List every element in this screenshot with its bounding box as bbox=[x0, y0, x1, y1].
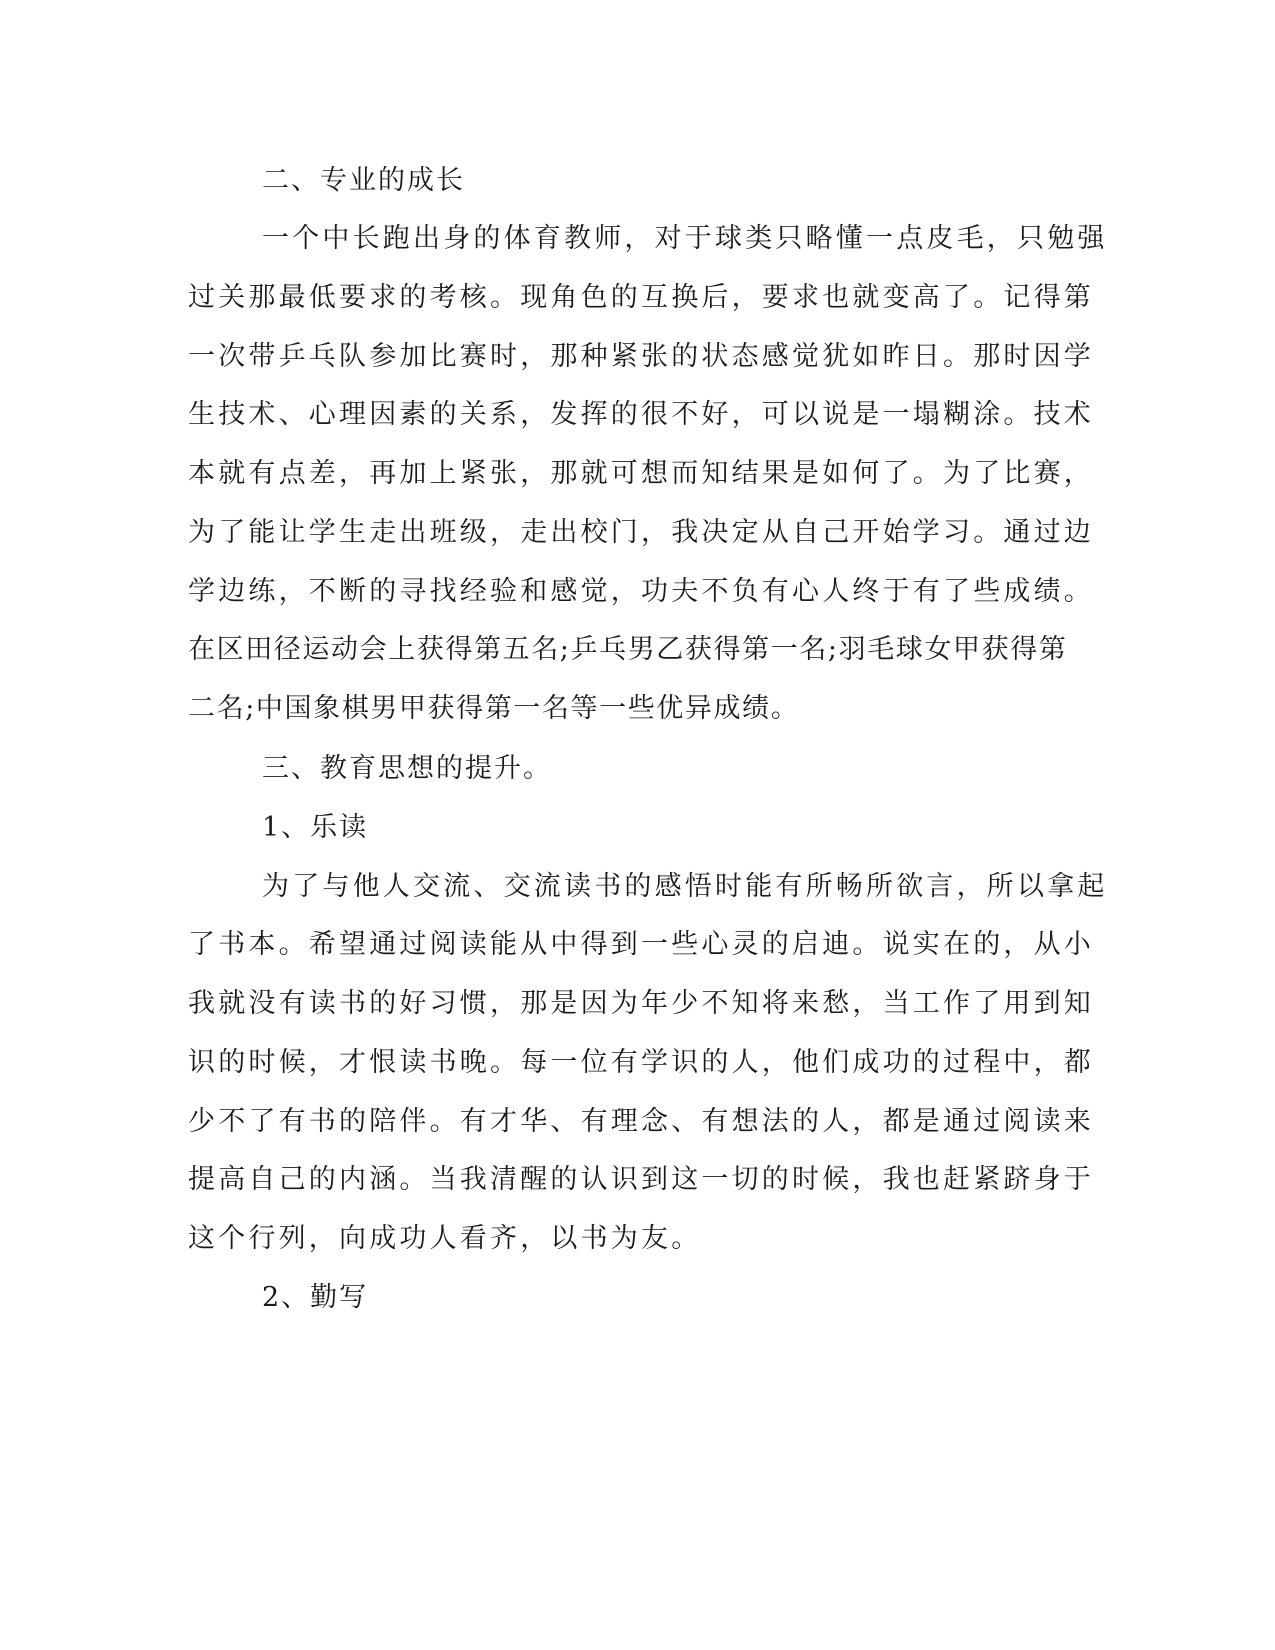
paragraph-line: 这个行列，向成功人看齐，以书为友。 bbox=[188, 1223, 702, 1254]
section-heading: 三、教育思想的提升。 bbox=[262, 753, 552, 784]
section-heading: 二、专业的成长 bbox=[262, 165, 465, 196]
paragraph-line: 一次带乒乓队参加比赛时，那种紧张的状态感觉犹如昨日。那时因学 bbox=[188, 341, 1094, 372]
paragraph-line: 提高自己的内涵。当我清醒的认识到这一切的时候，我也赶紧跻身于 bbox=[188, 1164, 1094, 1195]
paragraph-line: 识的时候，才恨读书晚。每一位有学识的人，他们成功的过程中，都 bbox=[188, 1047, 1094, 1078]
paragraph-line: 在区田径运动会上获得第五名;乒乓男乙获得第一名;羽毛球女甲获得第 bbox=[188, 634, 1068, 665]
paragraph-line: 少不了有书的陪伴。有才华、有理念、有想法的人，都是通过阅读来 bbox=[188, 1106, 1094, 1137]
paragraph-line: 过关那最低要求的考核。现角色的互换后，要求也就变高了。记得第 bbox=[188, 282, 1094, 313]
paragraph-line: 了书本。希望通过阅读能从中得到一些心灵的启迪。说实在的，从小 bbox=[188, 929, 1094, 960]
subsection-heading: 1、乐读 bbox=[262, 812, 369, 843]
paragraph-line: 二名;中国象棋男甲获得第一名等一些优异成绩。 bbox=[188, 693, 800, 724]
paragraph-line: 生技术、心理因素的关系，发挥的很不好，可以说是一塌糊涂。技术 bbox=[188, 399, 1094, 430]
paragraph-line: 为了与他人交流、交流读书的感悟时能有所畅所欲言，所以拿起 bbox=[262, 871, 1108, 902]
paragraph-line: 本就有点差，再加上紧张，那就可想而知结果是如何了。为了比赛， bbox=[188, 458, 1094, 489]
paragraph-line: 为了能让学生走出班级，走出校门，我决定从自己开始学习。通过边 bbox=[188, 517, 1094, 548]
paragraph-line: 我就没有读书的好习惯，那是因为年少不知将来愁，当工作了用到知 bbox=[188, 988, 1094, 1019]
subsection-heading: 2、勤写 bbox=[262, 1282, 369, 1313]
paragraph-line: 一个中长跑出身的体育教师，对于球类只略懂一点皮毛，只勉强 bbox=[262, 223, 1108, 254]
paragraph-line: 学边练，不断的寻找经验和感觉，功夫不负有心人终于有了些成绩。 bbox=[188, 576, 1094, 607]
